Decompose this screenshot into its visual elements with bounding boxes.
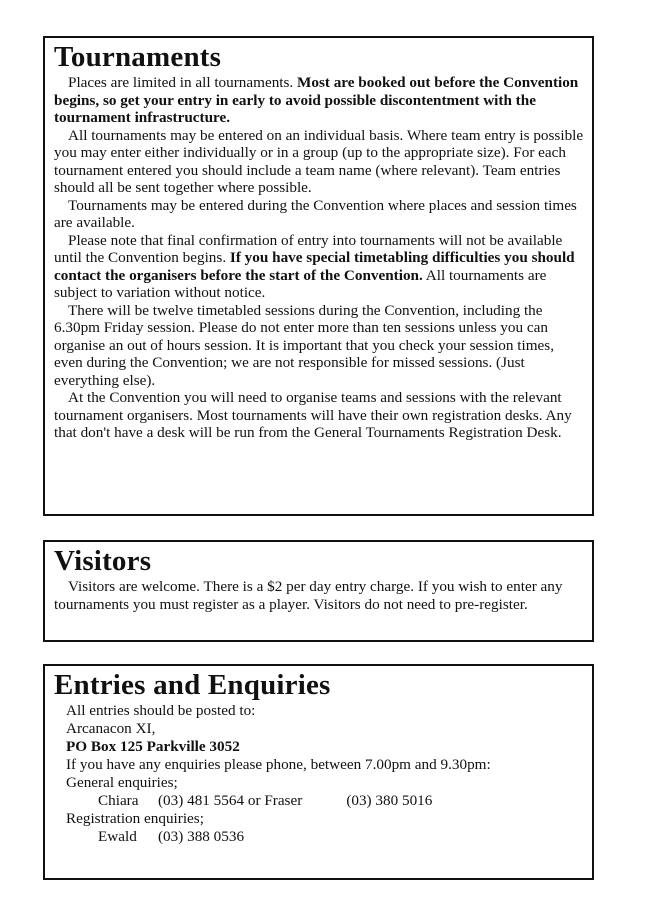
contact-name-chiara: Chiara <box>98 792 139 809</box>
entries-heading: Entries and Enquiries <box>54 669 331 701</box>
entries-section <box>43 664 594 880</box>
visitors-paragraph: Visitors are welcome. There is a $2 per day entry charge. If you wish to enter any tournaments you must register as a player. Visitors do not need to pre-register. <box>54 578 563 613</box>
visitors-heading: Visitors <box>54 545 152 577</box>
contact-phone-ewald: (03) 388 0536 <box>158 828 245 845</box>
tournaments-paragraph-2: All tournaments may be entered on an individual basis. Where team entry is possible you may enter either individually or in a group (up to the appropriate size). For each tournament entered you should include a team name (where relevant). Team entries should all be sent together where possible. <box>54 126 584 196</box>
tournaments-section <box>43 36 594 516</box>
tournaments-heading: Tournaments <box>54 41 222 73</box>
posted-to-text: All entries should be posted to: <box>66 702 256 719</box>
general-contacts-row <box>66 792 585 810</box>
contact-name-fraser: Fraser <box>264 792 303 809</box>
contact-phone-fraser: (03) 380 5016 <box>346 792 433 809</box>
contact-name-ewald: Ewald <box>98 828 137 845</box>
phone-intro-text: If you have any enquiries please phone, between 7.00pm and 9.30pm: <box>66 756 491 773</box>
general-enquiries-label: General enquiries; <box>66 774 178 791</box>
tournaments-p4-tail: All tournaments are subject to variation without notice. <box>54 266 547 301</box>
contact-phone-chiara: (03) 481 5564 <box>158 792 245 809</box>
tournaments-paragraph-1 <box>54 74 585 127</box>
tournaments-paragraph-3: Tournaments may be entered during the Convention where places and session times are available. <box>54 196 577 231</box>
tournaments-paragraph-4 <box>54 232 585 302</box>
registration-enquiries-label: Registration enquiries; <box>66 810 204 827</box>
tournaments-p1-emphasis: Most are booked out before the Convention begins, so get your entry in early to avoid possible discontentment with the tournament infrastructure. <box>54 74 579 126</box>
org-name: Arcanacon XI, <box>66 720 156 737</box>
entries-body <box>54 702 585 846</box>
visitors-section <box>43 540 594 642</box>
tournaments-paragraph-5: There will be twelve timetabled sessions during the Convention, including the 6.30pm Friday session. Please do not enter more than ten sessions unless you can organise an out of hours session. It is important that you check your session times, even during the Convention; we are not responsible for missed sessions. (Just everything else). <box>54 301 554 389</box>
contact-or: or <box>247 792 261 809</box>
tournaments-p4-text: Please note that final confirmation of entry into tournaments will not be available until the Convention begins. <box>54 231 563 266</box>
po-box-address: PO Box 125 Parkville 3052 <box>66 738 240 755</box>
tournaments-p1-text: Places are limited in all tournaments. <box>68 74 298 91</box>
tournaments-p4-emphasis: If you have special timetabling difficulties you should contact the organisers before the start of the Convention. <box>54 249 575 284</box>
registration-contacts-row <box>66 828 585 846</box>
tournaments-paragraph-6: At the Convention you will need to organise teams and sessions with the relevant tournament organisers. Most tournaments will have their own registration desks. Any that don't have a desk will be run from the General Tournaments Registration Desk. <box>54 389 572 441</box>
